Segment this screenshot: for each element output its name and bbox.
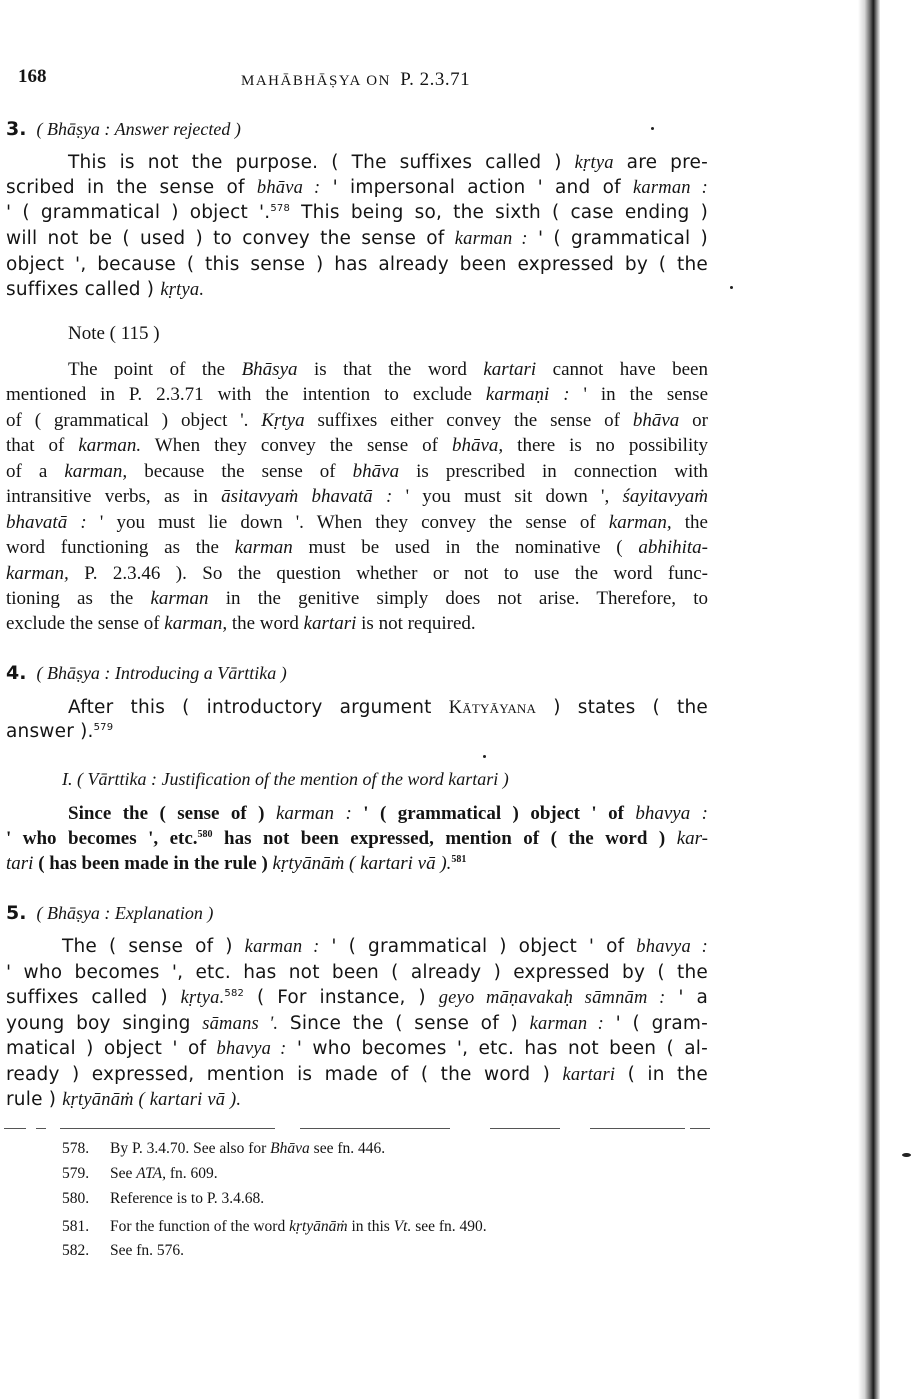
s3-line-6: suffixes called ) kṛtya. <box>6 279 205 300</box>
s5-line-7: rule ) kṛtyānāṁ ( kartari vā ). <box>6 1089 242 1110</box>
s5-line-1: The ( sense of ) karman : ' ( grammatical ) object ' of bhavya : <box>62 936 708 957</box>
note-line-8: word functioning as the karman must be used in the nominative ( abhihita- <box>6 537 709 558</box>
scan-speck <box>730 286 733 289</box>
vt-line-2: ' who becomes ', etc.$^{580}$ has not been expressed, mention of ( the word ) kar- <box>6 828 708 849</box>
note-body <box>6 359 708 639</box>
footnote-582: 582. See fn. 576. <box>62 1242 185 1259</box>
section-5-body <box>6 936 708 1116</box>
footnote-579: 579. See ATA, fn. 609. <box>62 1165 218 1182</box>
book-spine-shadow <box>858 0 880 1399</box>
note-line-6: intransitive verbs, as in āsitavyaṁ bhavatā : ' you must sit down ', śayitavyaṁ <box>6 486 708 507</box>
section-3-number: 3. <box>6 118 27 140</box>
s3-line-2: scribed in the sense of bhāva : ' impersonal action ' and of karman : <box>6 177 708 198</box>
s5-line-6: ready ) expressed, mention is made of ( the word ) kartari ( in the <box>6 1064 708 1085</box>
scan-speck <box>483 755 486 758</box>
footnote-rule <box>4 1128 26 1129</box>
scan-speck <box>902 1153 911 1157</box>
page-number: 168 <box>18 66 47 87</box>
varttika-heading: I. ( Vārttika : Justification of the mention of the word kartari ) <box>62 769 509 789</box>
note-line-4: that of karman. When they convey the sense of bhāva, there is no possibility <box>6 435 708 456</box>
section-3-body <box>6 152 708 312</box>
section-4-number: 4. <box>6 662 27 684</box>
running-title-text: MAHĀBHĀṢYA ON <box>241 73 391 89</box>
note-line-7: bhavatā : ' you must lie down '. When they convey the sense of karman, the <box>6 512 708 533</box>
footnote-580: 580. Reference is to P. 3.4.68. <box>62 1190 265 1207</box>
section-5-heading <box>6 902 213 924</box>
note-line-5: of a karman, because the sense of bhāva is prescribed in connection with <box>6 461 709 482</box>
note-line-2: mentioned in P. 2.3.71 with the intention to exclude karmaṇi : ' in the sense <box>6 384 709 405</box>
note-line-1: The point of the Bhāsya is that the word kartari cannot have been <box>68 359 708 380</box>
s5-line-5: matical ) object ' of bhavya : ' who becomes ', etc. has not been ( al- <box>6 1038 708 1059</box>
section-3-heading <box>6 118 241 140</box>
footnote-rule <box>490 1128 560 1129</box>
s4-line-1: After this ( introductory argument Kātyāyana ) states ( the <box>68 697 708 718</box>
note-line-3: of ( grammatical ) object '. Kṛtya suffixes either convey the sense of bhāva or <box>6 410 708 431</box>
running-title-ref: P. 2.3.71 <box>400 69 471 90</box>
section-4-title: ( Bhāṣya : Introducing a Vārttika ) <box>36 663 287 683</box>
s5-line-3: suffixes called ) kṛtya.$^{582}$ ( For instance, ) geyo māṇavakaḥ sāmnām : ' a <box>6 987 708 1008</box>
note-line-9: karman, P. 2.3.46 ). So the question whether or not to use the word func- <box>6 563 708 584</box>
running-title <box>241 69 470 91</box>
footnote-rule <box>590 1128 685 1129</box>
vt-line-3: tari ( has been made in the rule ) kṛtyānāṁ ( kartari vā ).$^{581}$ <box>6 853 467 874</box>
footnote-rule <box>300 1128 450 1129</box>
s5-line-2: ' who becomes ', etc. has not been ( already ) expressed by ( the <box>6 962 708 983</box>
footnote-581: 581. For the function of the word kṛtyānāṁ in this Vt. see fn. 490. <box>62 1218 487 1235</box>
s3-line-3: ' ( grammatical ) object '.$^{578}$ This being so, the sixth ( case ending ) <box>6 202 708 223</box>
section-3-title: ( Bhāṣya : Answer rejected ) <box>36 119 241 139</box>
s3-line-5: object ', because ( this sense ) has already been expressed by ( the <box>6 254 708 275</box>
section-5-title: ( Bhāṣya : Explanation ) <box>36 903 214 923</box>
note-title: Note ( 115 ) <box>68 323 160 344</box>
s3-line-4: will not be ( used ) to convey the sense of karman : ' ( grammatical ) <box>6 228 708 249</box>
varttika-body <box>6 803 708 883</box>
s3-line-1: This is not the purpose. ( The suffixes called ) kṛtya are pre- <box>68 152 708 173</box>
section-5-number: 5. <box>6 902 27 924</box>
footnote-rule <box>36 1128 46 1129</box>
note-line-11: exclude the sense of karman, the word kartari is not required. <box>6 613 476 634</box>
vt-line-1: Since the ( sense of ) karman : ' ( grammatical ) object ' of bhavya : <box>68 803 708 824</box>
note-line-10: tioning as the karman in the genitive simply does not arise. Therefore, to <box>6 588 708 609</box>
footnote-rule <box>60 1128 275 1129</box>
section-4-heading <box>6 662 287 684</box>
footnote-578: 578. By P. 3.4.70. See also for Bhāva see fn. 446. <box>62 1140 386 1157</box>
s5-line-4: young boy singing sāmans '. Since the ( sense of ) karman : ' ( gram- <box>6 1013 708 1034</box>
scan-speck <box>651 127 654 130</box>
footnote-rule <box>690 1128 710 1129</box>
section-4-body <box>6 697 708 749</box>
s4-line-2: answer ).$^{579}$ <box>6 721 114 742</box>
